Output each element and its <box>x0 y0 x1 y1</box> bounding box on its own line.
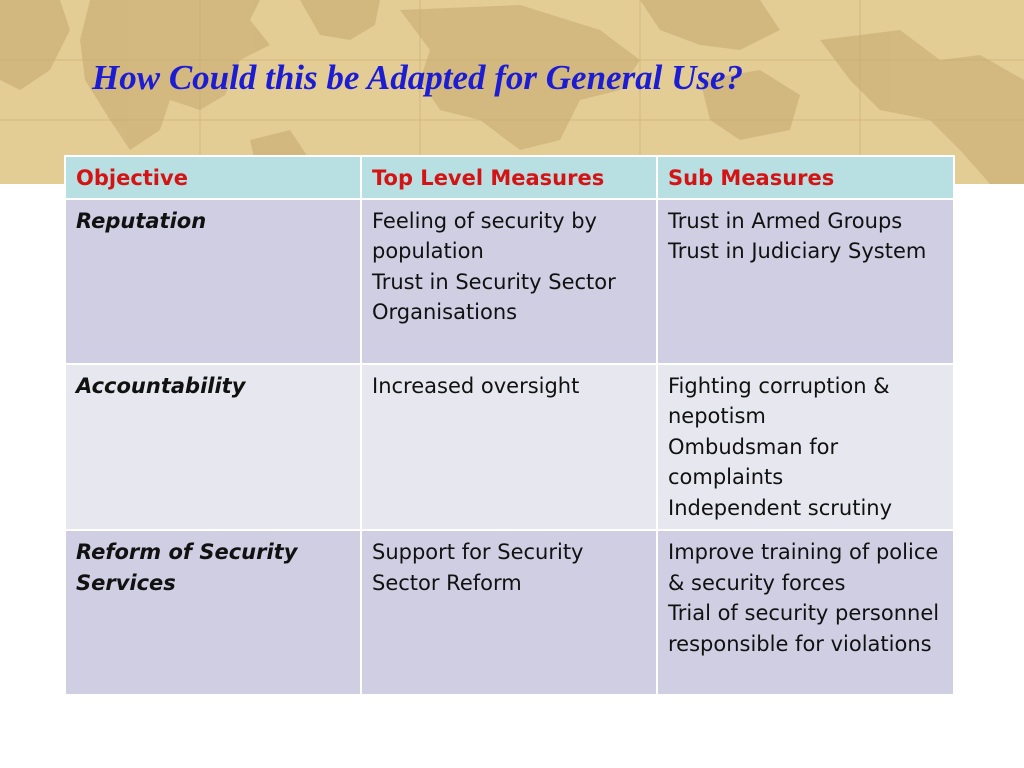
top-level-cell <box>361 364 657 531</box>
sub-measure-item: Ombudsman for complaints <box>668 434 839 489</box>
top-level-item: Trust in Security Sector Organisations <box>372 269 616 324</box>
sub-measures-cell <box>657 530 954 695</box>
objective-label: Accountability <box>76 373 246 398</box>
sub-measure-item: Trial of security personnel responsible for violations <box>668 601 940 656</box>
table-row <box>65 530 954 695</box>
top-level-item: Feeling of security by population <box>372 208 597 263</box>
sub-measures-cell <box>657 199 954 364</box>
objective-label: Reputation <box>76 208 207 233</box>
top-level-item: Increased oversight <box>372 373 580 398</box>
sub-measure-item: Trust in Armed Groups <box>668 208 903 233</box>
table-row <box>65 364 954 531</box>
objective-label: Reform of Security Services <box>76 540 298 595</box>
top-level-cell <box>361 530 657 695</box>
header-objective: Objective <box>65 156 361 199</box>
slide-title: How Could this be Adapted for General Use? <box>92 58 744 97</box>
objective-cell <box>65 364 361 531</box>
sub-measure-item: Improve training of police & security forces <box>668 540 939 595</box>
top-level-cell <box>361 199 657 364</box>
top-level-item: Support for Security Sector Reform <box>372 540 584 595</box>
table-header-row <box>65 156 954 199</box>
measures-table <box>64 155 955 696</box>
objective-cell <box>65 530 361 695</box>
header-sub-measures: Sub Measures <box>657 156 954 199</box>
table-row <box>65 199 954 364</box>
header-top-level-measures: Top Level Measures <box>361 156 657 199</box>
sub-measure-item: Independent scrutiny <box>668 495 893 520</box>
sub-measures-cell <box>657 364 954 531</box>
objective-cell <box>65 199 361 364</box>
sub-measure-item: Fighting corruption & nepotism <box>668 373 890 428</box>
sub-measure-item: Trust in Judiciary System <box>668 239 927 263</box>
